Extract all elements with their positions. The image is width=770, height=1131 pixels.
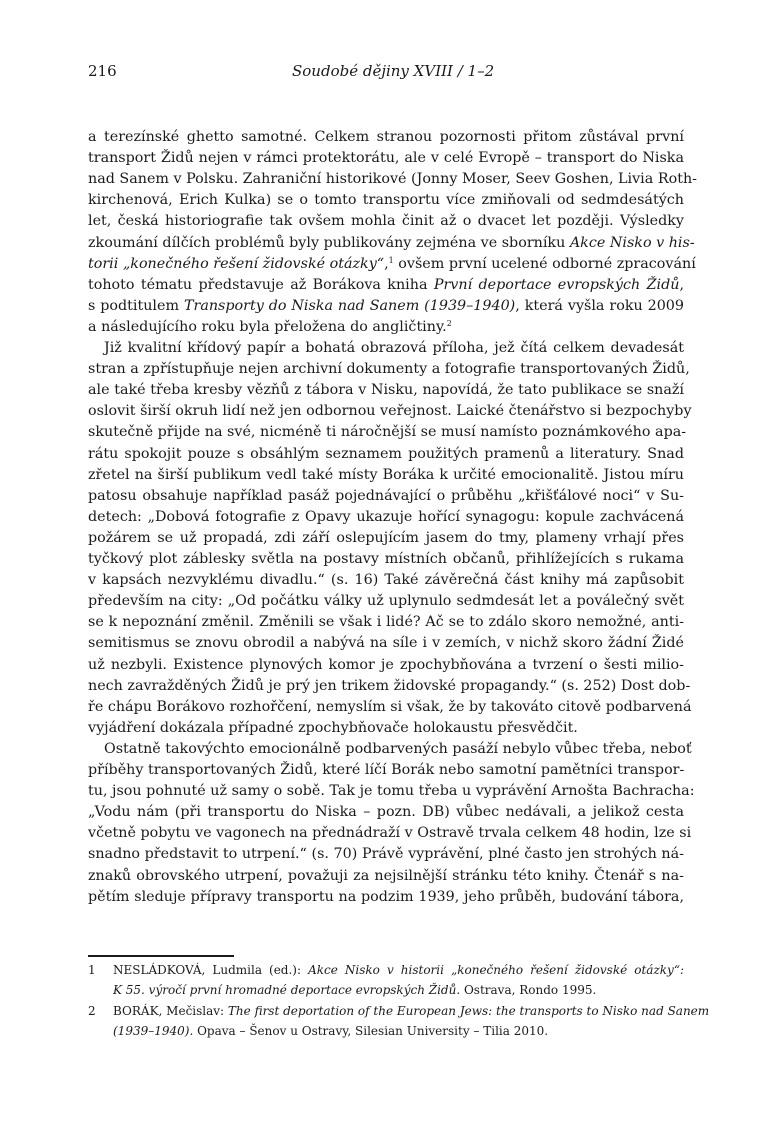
text-line [88, 233, 695, 254]
text-run: především na city: „Od počátku války už uplynulo sedmdesát let a poválečný svět [88, 593, 684, 610]
text-line [88, 359, 690, 380]
footnote-number: 1 [88, 963, 96, 977]
running-header [88, 62, 684, 84]
text-line [88, 169, 697, 190]
text-line [88, 823, 692, 844]
text-line [88, 380, 684, 401]
text-run: nad Sanem v Polsku. Zahraniční historikové (Jonny Moser, Seev Goshen, Livia Roth- [88, 171, 697, 188]
page-number: 216 [88, 62, 117, 80]
text-run: příběhy transportovaných Židů, které líčí Borák nebo samotní pamětníci transpor- [88, 762, 685, 778]
text-run: vyjádření dokázala případné zpochybňovače holokaustu přesvědčit. [88, 719, 578, 736]
italic-text: K 55. výročí první hromadné deportace evropských Židů [113, 982, 457, 997]
text-run: , která vyšla roku 2009 [515, 297, 684, 314]
italic-text: The first deportation of the European Jews: the transports to Nisko nad Sanem [227, 1004, 710, 1018]
text-run: stran a zpřístupňuje nejen archivní dokumenty a fotografie transportovaných Židů, [88, 361, 690, 378]
text-line [88, 718, 684, 739]
italic-text: Transporty do Niska nad Sanem (1939–1940) [183, 297, 516, 314]
text-line [88, 465, 684, 486]
text-run: a terezínské ghetto samotné. Celkem stranou pozornosti přitom zůstával první [88, 129, 684, 145]
text-run: . Ostrava, Rondo 1995. [456, 982, 597, 997]
text-run: zkoumání dílčích problémů byly publikovány zejména ve sborníku [88, 234, 570, 251]
footnote-text [113, 1002, 710, 1020]
text-line [88, 275, 684, 296]
text-run: skutečně přijde na své, nicméně ti náročnější se musí namísto poznámkového apa- [88, 424, 687, 441]
text-run: patosu obsahuje například pasáž pojednávající o průběhu „křišťálové noci“ v Su- [88, 487, 684, 504]
text-run: Ostatně takovýchto emocionálně podbarvených pasáží nebylo vůbec třeba, neboť [104, 740, 692, 757]
text-line [88, 887, 684, 908]
text-run: se k nepoznání změnil. Změnili se však i lidé? Ač se to zdálo skoro nemožné, anti- [88, 614, 684, 631]
text-run: snadno představit to utrpení.“ (s. 70) Právě vyprávění, plné často jen strohých ná- [88, 846, 684, 863]
text-line [88, 549, 684, 570]
italic-text: Akce Nisko v his- [569, 234, 695, 251]
text-line [88, 127, 684, 148]
text-run: ovšem první ucelené odborné zpracování [393, 255, 696, 272]
text-line [88, 486, 684, 507]
text-line [88, 612, 684, 633]
italic-text: Akce Nisko v historii „konečného řešení židovské otázky“: [308, 963, 685, 977]
text-run: ře chápu Borákovo rozhořčení, nemyslím si však, že by takováto citově podbarvená [88, 698, 692, 715]
text-line [88, 697, 692, 718]
text-run: požárem se už propadá, zdi září oslepujícím jasem do tmy, plameny vrhají přes [88, 529, 684, 546]
text-run: . Opava – Šenov u Ostravy, Silesian University – Tilia 2010. [189, 1023, 549, 1038]
text-run: včetně pobytu ve vagonech na přednádraží v Ostravě trvala celkem 48 hodin, lze si [88, 825, 692, 842]
text-line [88, 317, 684, 338]
text-line [88, 570, 684, 591]
text-line [88, 254, 696, 275]
text-run: „Vodu nám (při transportu do Niska – pozn. DB) vůbec nedávali, a jelikož cesta [88, 804, 684, 821]
text-line [88, 655, 684, 676]
text-run: tyčkový plot záblesky světla na postavy místních občanů, přihlížejících s rukama [88, 551, 684, 567]
text-line [88, 781, 695, 802]
text-run: semitismus se znovu obrodil a nabývá na síle i v zemích, v nichž skoro žádní Židé [88, 635, 684, 652]
text-run: už nezbyli. Existence plynových komor je zpochybňována a tvrzení o šesti milio- [88, 656, 684, 673]
footnote-ref[interactable]: 2 [446, 318, 452, 328]
text-run: nech zavražděných Židů je prý jen trikem židovské propagandy.“ (s. 252) Dost dob- [88, 677, 691, 694]
footnote-text [113, 981, 684, 999]
text-run: ale také třeba kresby vězňů z tábora v Nisku, napovídá, že tato publikace se snaží [88, 382, 684, 399]
text-line [88, 866, 684, 887]
italic-text: První deportace evropských Židů [433, 276, 680, 293]
text-run: , [679, 276, 684, 293]
text-line [88, 507, 684, 528]
text-run: detech: „Dobová fotografie z Opavy ukazuje hořící synagogu: kopule zachvácená [88, 508, 684, 525]
text-line [88, 633, 684, 654]
text-run: BORÁK, Mečislav: [113, 1004, 228, 1018]
text-run: s podtitulem [88, 297, 184, 314]
text-run: pětím sleduje přípravy transportu na podzim 1939, jeho průběh, budování tábora, [88, 888, 684, 905]
text-run: tohoto tématu představuje až Borákova kniha [88, 276, 434, 293]
text-line [88, 591, 684, 612]
text-line [88, 190, 684, 211]
text-run: kirchenová, Erich Kulka) se o tomto transportu více zmiňovali od sedmdesátých [88, 192, 684, 209]
footnote-separator [88, 955, 234, 957]
text-line [88, 676, 691, 697]
text-run: oslovit širší okruh lidí než jen odbornou veřejnost. Laické čtenářstvo si bezpochyby [88, 403, 692, 420]
footnote-text [113, 1022, 684, 1040]
text-line [104, 739, 692, 760]
text-line [88, 844, 684, 865]
text-run: a následujícího roku byla přeložena do angličtiny. [88, 318, 447, 335]
text-line [88, 296, 684, 317]
text-line [88, 211, 684, 232]
text-run: Již kvalitní křídový papír a bohatá obrazová příloha, jež čítá celkem devadesát [104, 340, 684, 356]
text-line [88, 444, 684, 465]
text-run: znaků obrovského utrpení, považuji za nejsilnější stránku této knihy. Čtenář s na- [88, 867, 684, 884]
journal-title: Soudobé dějiny XVIII / 1–2 [292, 62, 495, 80]
footnote-number: 2 [88, 1004, 96, 1018]
text-line [88, 528, 684, 549]
text-line [88, 401, 692, 422]
text-run: tu, jsou pohnuté už samy o sobě. Tak je tomu třeba u vyprávění Arnošta Bachracha: [88, 783, 695, 800]
text-run: zřetel na širší publikum vedl také místy Boráka k určité emocionalitě. Jistou míru [88, 466, 684, 483]
text-line [104, 338, 684, 359]
text-run: let, česká historiografie tak ovšem mohla činit až o dvacet let později. Výsledky [88, 213, 684, 230]
text-line [88, 760, 684, 781]
footnote-ref[interactable]: 1 [388, 255, 394, 265]
text-run: , [384, 255, 389, 272]
italic-text: (1939–1940) [113, 1023, 190, 1038]
text-line [88, 422, 687, 443]
text-line [88, 148, 684, 169]
text-run: v kapsách nezvyklému divadlu.“ (s. 16) Také závěrečná část knihy má zapůsobit [88, 572, 684, 589]
text-run: transport Židů nejen v rámci protektorátu, ale v celé Evropě – transport do Niska [88, 150, 684, 167]
text-run: rátu spokojit pouze s obsáhlým seznamem použitých pramenů a literatury. Snad [88, 445, 684, 462]
italic-text: torii „konečného řešení židovské otázky“ [88, 255, 385, 272]
text-line [88, 802, 684, 823]
footnote-text [113, 961, 684, 979]
text-run: NESLÁDKOVÁ, Ludmila (ed.): [113, 963, 309, 977]
